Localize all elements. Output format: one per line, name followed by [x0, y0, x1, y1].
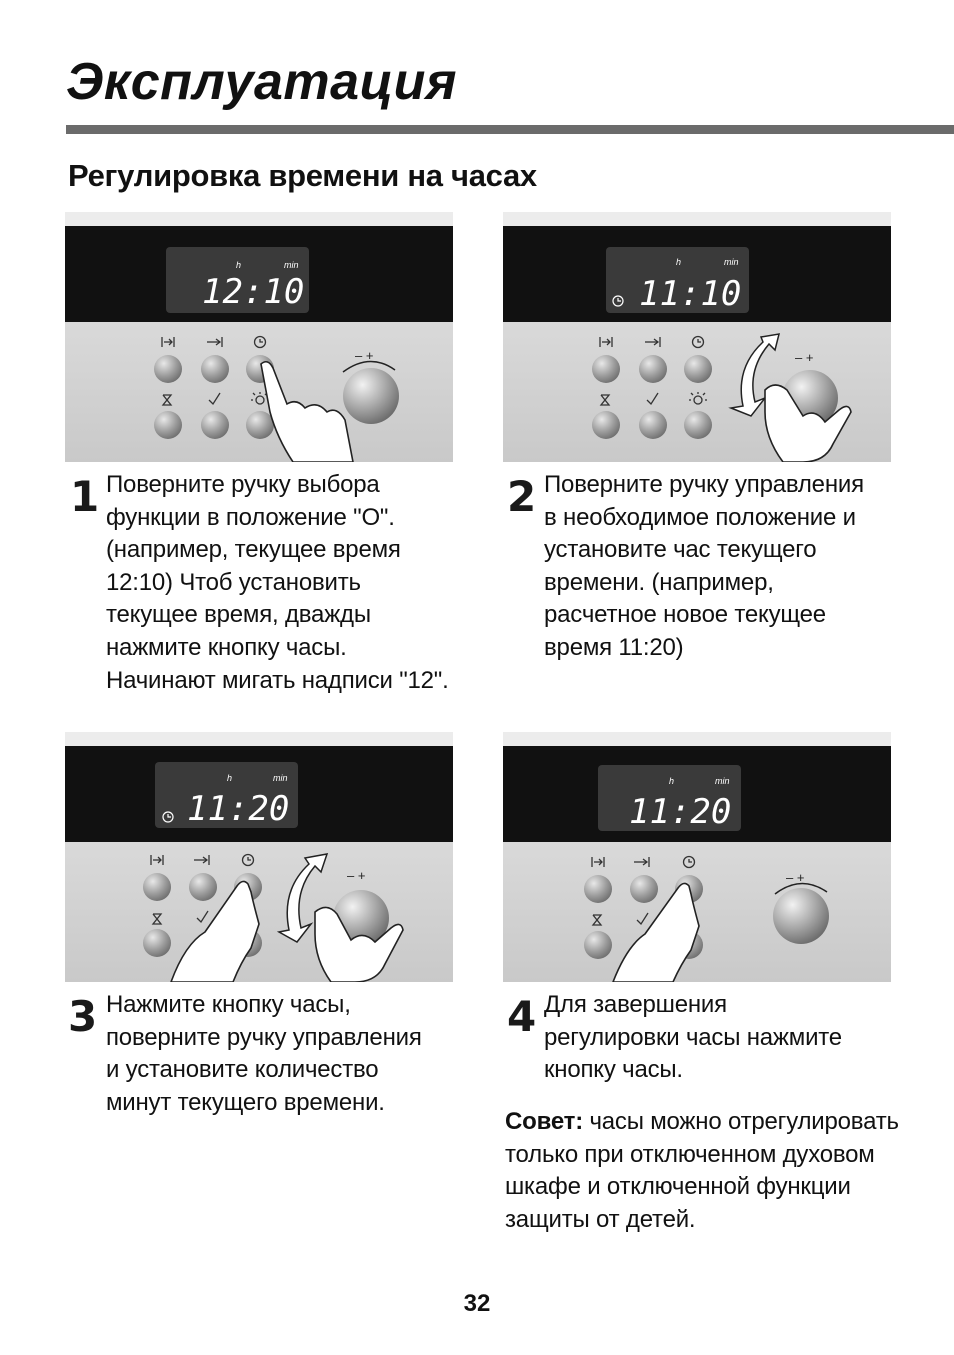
knob-label: – +	[347, 868, 366, 883]
oven-panel-svg	[503, 732, 891, 982]
oven-panel-illustration-3	[65, 732, 453, 982]
lcd-time: 11:20	[629, 792, 732, 832]
oven-panel-svg	[65, 212, 453, 462]
control-knob	[343, 368, 399, 424]
min-label: min	[273, 773, 288, 783]
knob-label: – +	[355, 348, 374, 363]
control-knob	[773, 888, 829, 944]
oven-panel-svg	[65, 732, 453, 982]
lcd-time: 11:10	[639, 274, 742, 314]
min-label: min	[284, 260, 299, 270]
lcd-time: 11:20	[187, 789, 290, 829]
step-number: 4	[507, 992, 537, 1041]
step-text: Для завершения регулировки часы нажмите кнопку часы.	[544, 991, 842, 1084]
section-title: Регулировка времени на часах	[68, 158, 537, 193]
step-text: Поверните ручку управления в необходимое положение и установите час текущего времени. (например, расчетное новое текущее время 11:20)	[544, 471, 864, 661]
hour-label: h	[669, 776, 675, 786]
step-number: 1	[70, 472, 100, 521]
check-button	[201, 411, 229, 439]
hour-label: h	[676, 257, 682, 267]
timer-start-button	[154, 355, 182, 383]
hour-label: h	[236, 260, 242, 270]
min-label: min	[724, 257, 739, 267]
knob-label: – +	[786, 870, 805, 885]
step-number: 3	[68, 992, 98, 1041]
timer-end-button	[201, 355, 229, 383]
tip-paragraph	[505, 1106, 905, 1236]
lcd-time: 12:10	[202, 272, 305, 312]
hourglass-button	[154, 411, 182, 439]
oven-panel-illustration-1	[65, 212, 453, 462]
step-number: 2	[507, 472, 537, 521]
tip-text: часы можно отрегулировать только при отключенном духовом шкафе и отключенной функции защиты от детей.	[505, 1108, 899, 1233]
page-title: Эксплуатация	[66, 53, 458, 111]
step-text: Поверните ручку выбора функции в положение "О". (например, текущее время 12:10) Чтоб установить текущее время, дважды нажмите кнопку часы. Начинают мигать надписи "12".	[106, 471, 449, 694]
oven-panel-illustration-4	[503, 732, 891, 982]
oven-panel-svg	[503, 212, 891, 462]
page-number: 32	[463, 1290, 491, 1317]
tip-label: Совет:	[505, 1108, 584, 1135]
step-text: Нажмите кнопку часы, поверните ручку управления и установите количество минут текущего времени.	[106, 991, 422, 1116]
lamp-button	[246, 411, 274, 439]
knob-label: – +	[795, 350, 814, 365]
hour-label: h	[227, 773, 233, 783]
title-divider	[66, 125, 954, 134]
min-label: min	[715, 776, 730, 786]
oven-panel-illustration-2	[503, 212, 891, 462]
